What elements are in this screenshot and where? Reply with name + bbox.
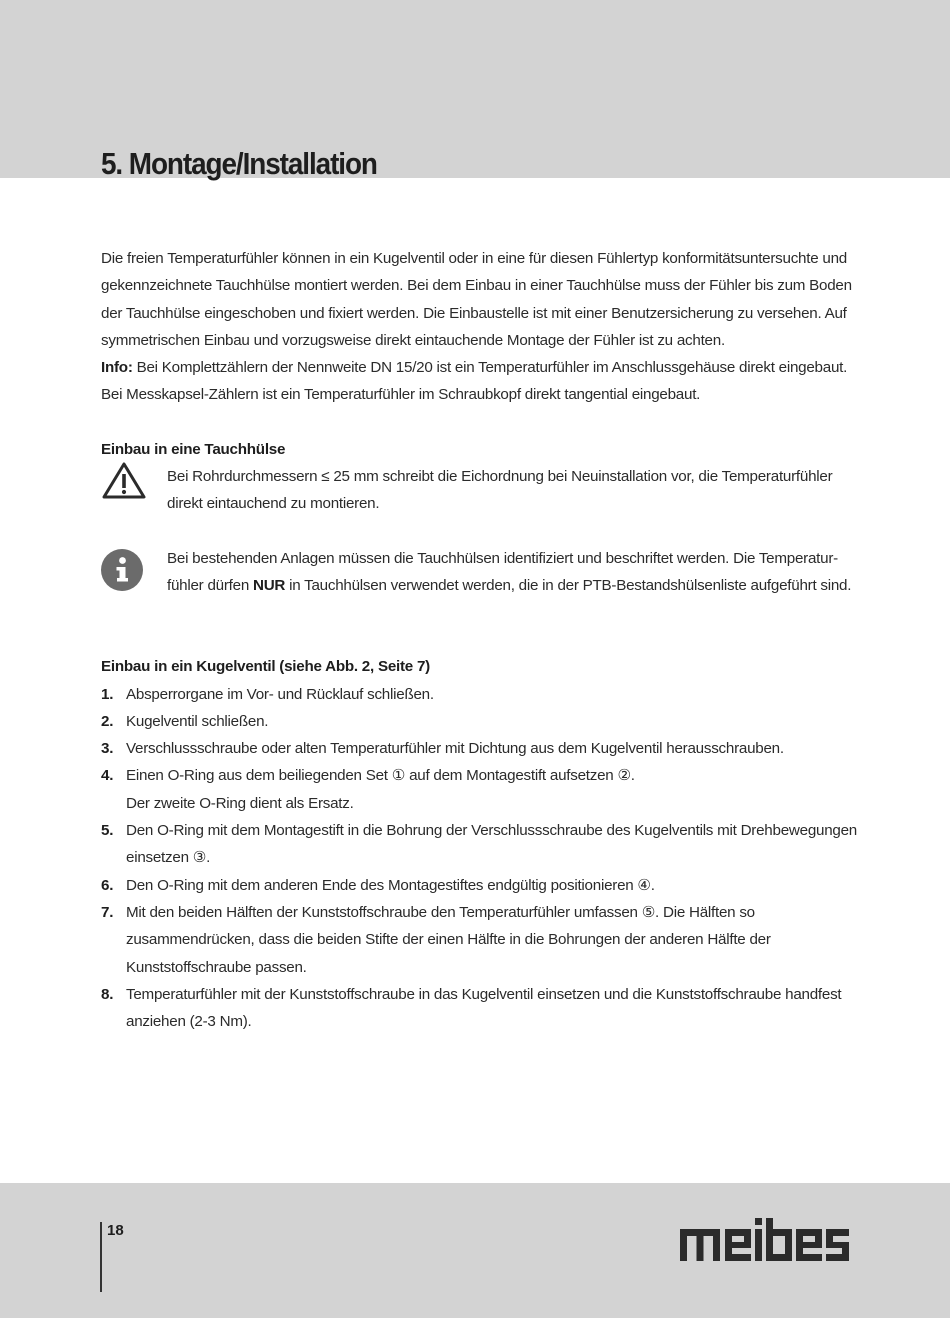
page-number-rule bbox=[100, 1222, 102, 1292]
meibes-logo bbox=[678, 1215, 850, 1265]
info-paragraph bbox=[101, 354, 861, 409]
nur-emphasis: NUR bbox=[253, 576, 286, 594]
tauchhuelse-heading: Einbau in eine Tauchhülse bbox=[101, 440, 286, 458]
list-item: 7. Mit den beiden Hälften der Kunststoffschraube den Temperaturfühler umfassen ⑤. Die Hälften so zusammendrücken, dass die beiden Stifte der einen Hälfte in die Bohrungen der anderen Hälfte der Kunststoffschraube passen. bbox=[101, 903, 771, 976]
list-item: 8. Temperaturfühler mit der Kunststoffschraube in das Kugelventil einsetzen und die Kunststoffschraube handfest anziehen (2-3 Nm). bbox=[101, 985, 842, 1031]
page-content bbox=[101, 245, 861, 1035]
info-text: Bei Komplettzählern der Nennweite DN 15/20 ist ein Temperaturfühler im Anschlussgehäuse direkt eingebaut. Bei Messkapsel-Zählern ist ein Temperaturfühler im Schraubkopf direkt tangential eingebaut. bbox=[101, 359, 848, 404]
kugelventil-heading: Einbau in ein Kugelventil (siehe Abb. 2, Seite 7) bbox=[101, 658, 430, 676]
page-number: 18 bbox=[107, 1222, 124, 1239]
list-item: 2. Kugelventil schließen. bbox=[101, 712, 269, 730]
list-item: 4. Einen O-Ring aus dem beiliegenden Set ① auf dem Montagestift aufsetzen ②. Der zweite O-Ring dient als Ersatz. bbox=[101, 767, 635, 812]
warning-note bbox=[101, 463, 861, 518]
page-title: 5. Montage/Installation bbox=[101, 146, 377, 181]
intro-paragraph: Die freien Temperaturfühler können in ein Kugelventil oder in eine für diesen Fühlertyp konformitätsuntersuchte und gekennzeichnete Tauchhülse montiert werden. Bei dem Einbau in einer Tauchhülse muss der Fühler bis zum Boden der Tauchhülse eingeschoben und fixiert werden. Die Einbaustelle ist mit einer Benutzersicherung zu versehen. Auf symmetrischen Einbau und vorzugsweise direkt eintauchende Montage der Fühler ist zu achten. bbox=[101, 250, 852, 349]
info-note-text: Bei bestehenden Anlagen müssen die Tauchhülsen identifiziert und beschriftet werden. Die Temperatur-fühler dürfen NUR in Tauchhülsen verwendet werden, die in der PTB-Bestandshülsenliste aufgeführt sind. bbox=[167, 549, 852, 594]
list-item: 6. Den O-Ring mit dem anderen Ende des Montagestiftes endgültig positionieren ④. bbox=[101, 876, 655, 894]
info-label: Info: bbox=[101, 359, 133, 377]
info-note bbox=[101, 545, 861, 600]
info-circle-icon bbox=[101, 549, 143, 600]
installation-steps bbox=[101, 681, 861, 1036]
list-item: 3. Verschlussschraube oder alten Temperaturfühler mit Dichtung aus dem Kugelventil herausschrauben. bbox=[101, 740, 784, 758]
warning-triangle-icon bbox=[101, 461, 147, 510]
list-item: 1. Absperrorgane im Vor- und Rücklauf schließen. bbox=[101, 685, 434, 703]
list-item: 5. Den O-Ring mit dem Montagestift in die Bohrung der Verschlussschraube des Kugelventils mit Drehbewegungen einsetzen ③. bbox=[101, 822, 857, 867]
warning-text: Bei Rohrdurchmessern ≤ 25 mm schreibt die Eichordnung bei Neuinstallation vor, die Temperaturfühler direkt eintauchend zu montieren. bbox=[167, 468, 833, 513]
